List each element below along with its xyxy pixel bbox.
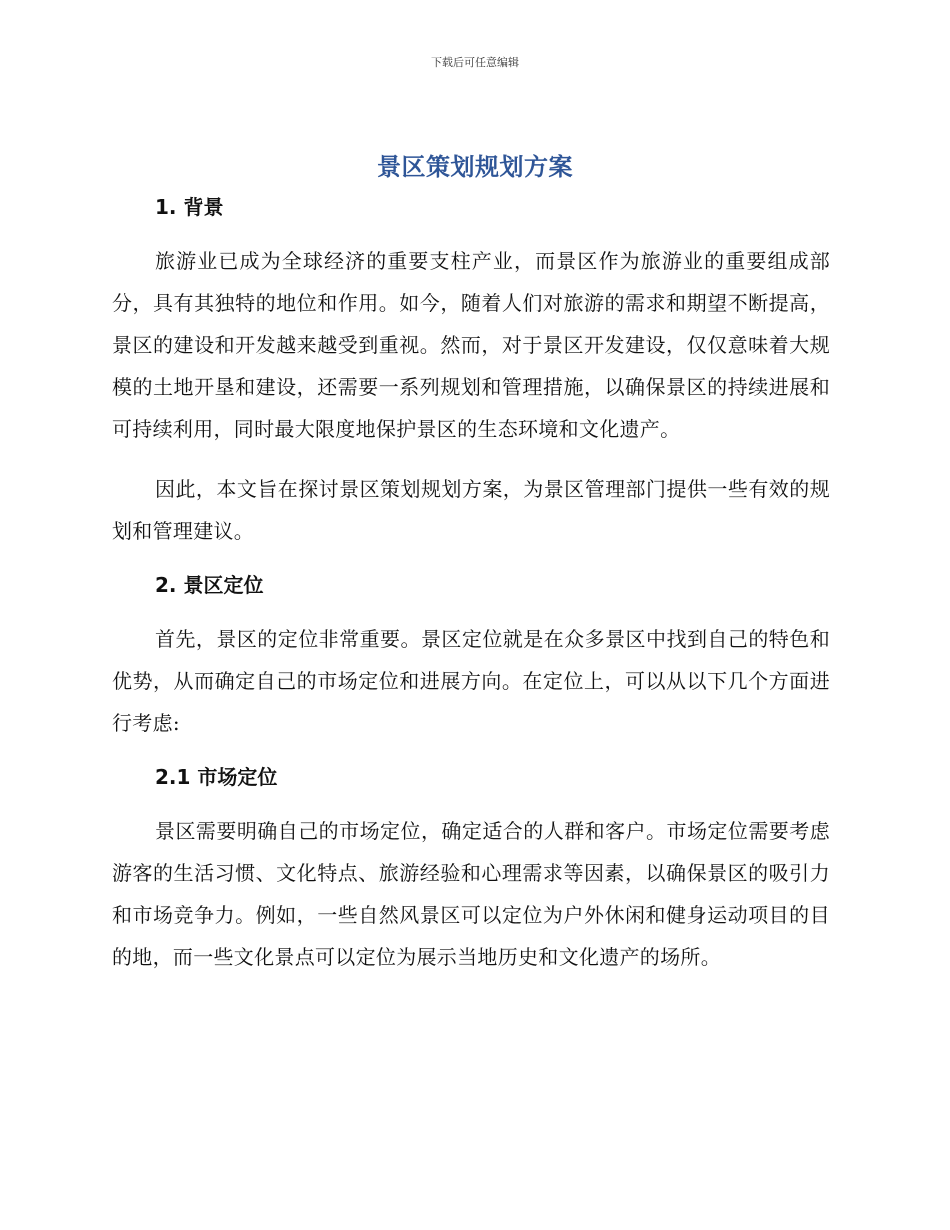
document-title: 景区策划规划方案 <box>377 153 573 181</box>
section-heading: 1. 背景 <box>155 195 224 219</box>
section-heading: 2. 景区定位 <box>155 573 264 597</box>
paragraph: 首先，景区的定位非常重要。景区定位就是在众多景区中找到自己的特色和优势，从而确定自己的市场定位和进展方向。在定位上，可以从以下几个方面进行考虑: <box>112 627 830 735</box>
section-positioning <box>112 570 830 744</box>
section-heading: 2.1 市场定位 <box>155 765 278 789</box>
paragraph: 景区需要明确自己的市场定位，确定适合的人群和客户。市场定位需要考虑游客的生活习惯、文化特点、旅游经验和心理需求等因素，以确保景区的吸引力和市场竞争力。例如，一些自然风景区可以定位为户外休闲和健身运动项目的目的地，而一些文化景点可以定位为展示当地历史和文化遗产的场所。 <box>112 819 830 969</box>
paragraph: 因此，本文旨在探讨景区策划规划方案，为景区管理部门提供一些有效的规划和管理建议。 <box>112 477 830 543</box>
header-note: 下载后可任意编辑 <box>431 56 519 69</box>
document-body <box>112 192 830 996</box>
section-background <box>112 192 830 552</box>
paragraph: 旅游业已成为全球经济的重要支柱产业，而景区作为旅游业的重要组成部分，具有其独特的地位和作用。如今，随着人们对旅游的需求和期望不断提高，景区的建设和开发越来越受到重视。然而，对于景区开发建设，仅仅意味着大规模的土地开垦和建设，还需要一系列规划和管理措施，以确保景区的持续进展和可持续利用，同时最大限度地保护景区的生态环境和文化遗产。 <box>112 249 830 441</box>
section-market-positioning <box>112 762 830 978</box>
